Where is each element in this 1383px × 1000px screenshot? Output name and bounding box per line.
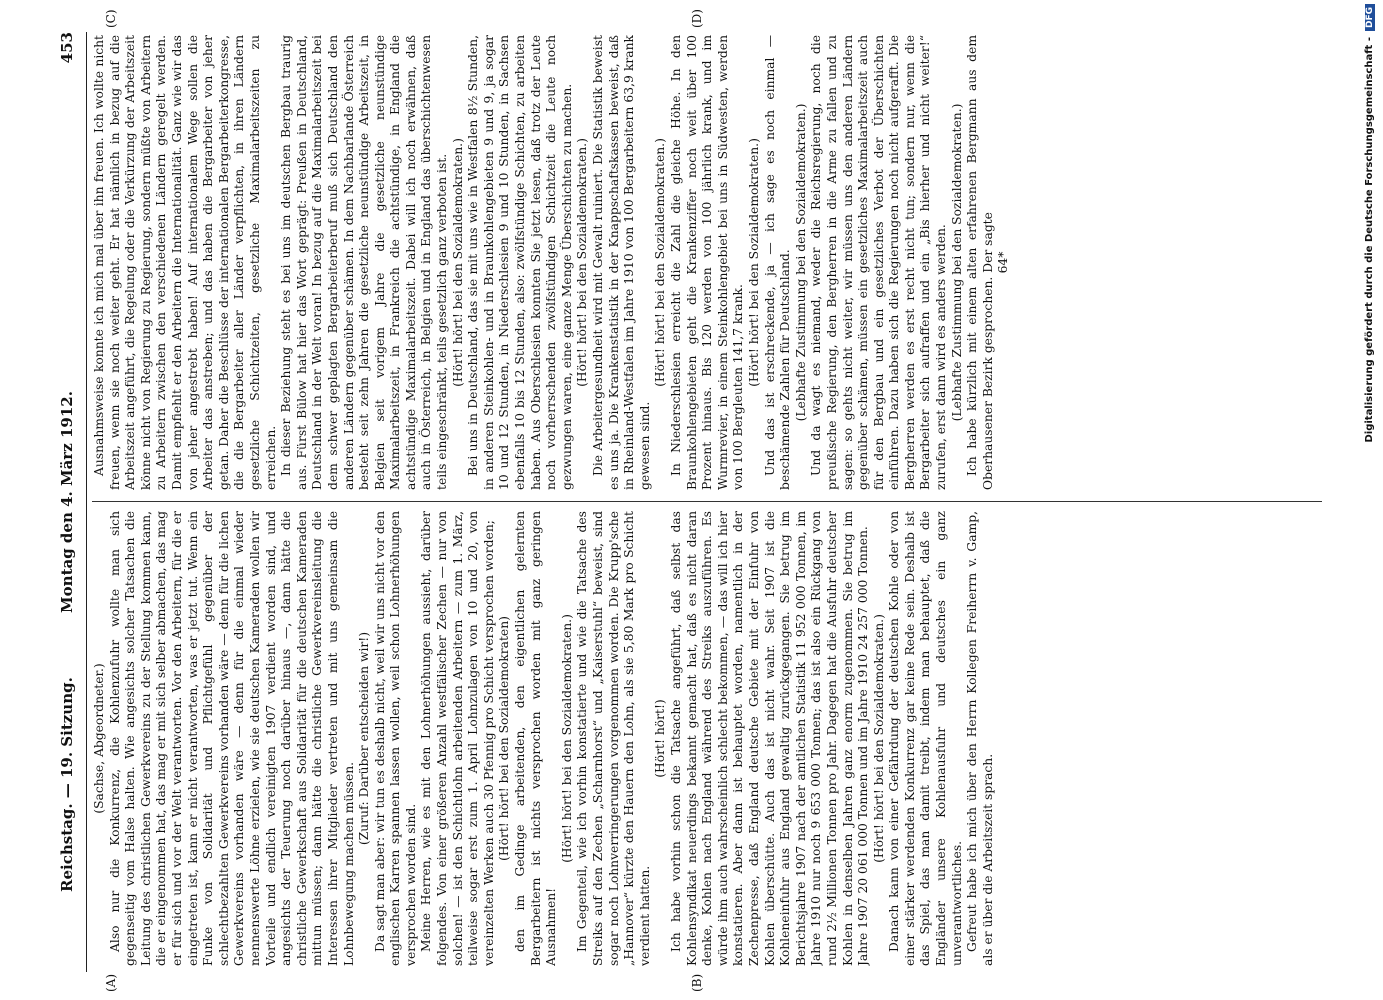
column-separator [92, 501, 1322, 502]
margin-marker-d: (D) [690, 9, 704, 28]
interjection: (Zuruf: Darüber entscheiden wir!) [357, 631, 372, 846]
interjection: (Hört! hört! bei den Sozialdemokraten.) [559, 614, 574, 863]
paragraph: Und da wagt es niemand, weder die Reichsregierung, noch die preußische Regierung, den Bergherren in die Arme zu fallen und zu sagen: so gehts nicht weiter, wir müssen uns den anderen Ländern gegenüber schämen, müssen ein gesetzliches Maximalarbeitszeit auch für den Bergbau und ein gesetzliches Verbot der Überschichten einführen. Dazu haben sich die Regierungen noch nicht aufgerafft. Die Bergherren werden es erst recht nicht tun; sondern nur, wenn die Bergarbeiter sich aufraffen und ein „Bis hierher und nicht weiter!“ zurufen, erst dann wird es anders werden. [809, 35, 949, 490]
digitization-sidebar [1362, 0, 1383, 1000]
paragraph: Ausnahmsweise konnte ich mich mal über ihn freuen. Ich wollte nicht freuen, wenn sie noch weiter geht. Er hat nämlich in bezug auf die Arbeitszeit angeführt, die Regelung oder die Verkürzung der Arbeitszeit könne nicht von Regierung zu Regierung, sondern müßte von Arbeitern zu Arbeitern zwischen den verschiedenen Ländern geregelt werden. Damit empfiehlt er den Arbeitern die Internationalität. Ganz wie wir das von jeher angestrebt haben! Auf internationalem Wege sollen die Arbeiter das anstreben; und das haben die Bergarbeiter von jeher getan. Daher die Beschlüsse der internationalen Bergarbeiterkongresse, die die Bergarbeiter aller Länder verpflichten, in ihren Ländern gesetzliche Schichtzeiten, gesetzliche Maximalarbeitszeiten zu erreichen. [92, 35, 278, 490]
interjection: (Hört! hört! bei den Sozialdemokraten.) [450, 138, 465, 387]
interjection: (Hört! hört! bei den Sozialdemokraten.) [575, 138, 590, 387]
page-header [58, 32, 84, 972]
dfg-logo: DFG [1365, 4, 1375, 31]
interjection: (Hört! hört! bei den Sozialdemokraten) [497, 616, 512, 861]
interjection: (Hört! hört!) [653, 699, 668, 778]
paragraph: In dieser Beziehung steht es bei uns im deutschen Bergbau traurig aus. Fürst Bülow hat hier das Wort geprägt: Preußen in Deutschland, Deutschland in der Welt voran! In bezug auf die Maximalarbeitszeit bei dem schwer geplagten Bergarbeiterberuf muß sich Deutschland den anderen Ländern gegenüber schämen. In dem Nachbarlande Österreich besteht seit zehn Jahren die gesetzliche neunstündige Arbeitszeit, in Belgien seit vorigem Jahre die gesetzliche neunstündige Maximalarbeitszeit, in Frankreich die achtstündige, in England die achtstündige Maximalarbeitszeit. Dabei will ich noch erwähnen, daß auch in Österreich, in Belgien und in England das überschichtenwesen teils eingeschränkt, teils gesetzlich ganz verboten ist. [279, 35, 450, 490]
paragraph: Die Arbeitergesundheit wird mit Gewalt ruiniert. Die Statistik beweist es uns ja. Die Krankenstatistik in der Knappschaftskassen beweist, daß in Rheinland-Westfalen im Jahre 1910 von 100 Bergarbeitern 63,9 krank gewesen sind. [591, 35, 652, 490]
header-date: Montag den 4. März 1912. [58, 391, 76, 613]
margin-marker-a: (A) [104, 973, 118, 992]
paragraph: Ich habe kürzlich mit einem alten erfahrenen Bergmann aus dem Oberhausener Bezirk gesprochen. Der sagte [965, 35, 995, 490]
digitization-text: Digitalisierung gefördert durch die Deutsche Forschungsgemeinschaft - [1364, 37, 1375, 443]
paragraph: Im Gegenteil, wie ich vorhin konstatierte und wie die Tatsache des Streiks auf den Zechen „Scharnhorst“ und „Kaiserstuhl“ beweist, sind sogar noch Lohnverringerungen vorgenommen worden. Die Krupp'sche „Hannover“ kürzte den Hauern den Lohn, als sie 5,80 Mark pro Schicht verdient hatten. [575, 511, 652, 966]
margin-marker-c: (C) [104, 9, 118, 28]
paragraph: Also nur die Konkurrenz, die Kohlenzufuhr wollte man sich gegenseitig vom Halse halten. Wie angesichts solcher Tatsachen die Leitung des christlichen Gewerkvereins zu der Stellung kommen kann, die er eingenommen hat, das mag er mit sich selber abmachen, das mag er für sich und vor der Welt verantworten. Vor den Arbeitern, für die er eingetreten ist, kann er nicht verantworten, was er jetzt tut. Wenn ein Funke von Solidarität und Pflichtgefühl gegenüber der schlechtbezahlten Gewerkvereins vorhanden wäre — denn für die lichen Gewerkvereins vorhanden wäre — denn für die einmal wieder nennenswerte Löhne erzielen, wie sie deutschen Kameraden wollen wir Vorteile und endlich vereinigten 1907 verdient worden sind, und angesichts der Teuerung noch darüber hinaus —, dann hätte die christliche Gewerkschaft aus Solidarität für die deutschen Kameraden mittun müssen; dann hätte die christliche Gewerkvereinsleitung die Interessen ihrer Mitglieder vertreten und mit uns gemeinsam die Lohnbewegung machen müssen. [107, 511, 356, 966]
paragraph: Und das ist erschreckende, ja — ich sage es noch einmal — beschämende Zahlen für Deutschland. [762, 35, 793, 490]
interjection: (Hört! hört! bei den Sozialdemokraten.) [746, 138, 761, 387]
paragraph: Meine Herren, wie es mit den Lohnerhöhungen aussieht, darüber folgendes. Von einer größeren Anzahl westfälischer Zechen — nur von solchen! — ist den Schichtlohn arbeitenden Arbeitern — zum 1. März, teilweise sogar erst zum 1. April Lohnzulagen von 10 und 20, von vereinzelten Werken auch 30 Pfennig pro Schicht versprochen worden; [419, 511, 496, 966]
paragraph: Ich habe vorhin schon die Tatsache angeführt, daß selbst das Kohlensyndikat neuerdings bekannt gemacht hat, daß es nicht daran denke, Kohlen nach England während des Streiks auszuführen. Es würde ihm auch wahrscheinlich schlecht bekommen, — das will ich hier konstatieren. Aber dann ist behauptet worden, namentlich in der Zechenpresse, daß England deutsche Gebiete mit der Einfuhr von Kohlen überschütte. Auch das ist nicht wahr. Seit 1907 ist die Kohleneinfuhr aus England gewaltig zurückgegangen. Sie betrug im Berichtsjahre 1907 nach der amtlichen Statistik 11 952 000 Tonnen, im Jahre 1910 nur noch 9 653 000 Tonnen; das ist also ein Rückgang von rund 2½ Millionen Tonnen pro Jahr. Dagegen hat die Ausfuhr deutscher Kohlen in denselben Jahren ganz enorm zugenommen. Sie betrug im Jahre 1907 20 061 000 Tonnen und im Jahre 1910 24 257 000 Tonnen. [668, 511, 871, 966]
margin-marker-b: (B) [690, 973, 704, 992]
paragraph: Gefreut habe ich mich über den Herrn Kollegen Freiherrn v. Gamp, als er über die Arbeitszeit sprach. [965, 511, 995, 966]
interjection: (Hört! hört! bei den Sozialdemokraten.) [871, 614, 886, 863]
digitization-note [1364, 0, 1383, 1000]
paragraph: Bei uns in Deutschland, das sie mit uns wie in Westfalen 8½ Stunden, in anderen Steinkohlen- und in Braunkohlengebieten 9 und 9, ja sogar 10 und 12 Stunden, in Niederschlesien 9 und 10 Stunden, in Sachsen ebenfalls 10 bis 12 Stunden, also: zwölfstündige Schichten, zu arbeiten haben. Aus Oberschlesien konnten Sie jetzt lesen, daß trotz der Leute noch vorherrschenden zwölfstündigen Schichtzeit die Leute noch gezwungen waren, eine ganze Menge Überschichten zu machen. [466, 35, 574, 490]
page-number: 453 [58, 32, 76, 64]
paragraph: Danach kann von einer Gefährdung der deutschen Kohle oder von einer stärker werdenden Konkurrenz gar keine Rede sein. Deshalb ist das Spiel, das man damit treibt, indem man behauptet, daß die Engländer unsere Kohlenausfuhr und deutsches ein ganz unverantwortliches. [887, 511, 964, 966]
right-column [92, 35, 1322, 490]
page-signature: 64* [996, 251, 1011, 274]
paragraph: Da sagt man aber: wir tun es deshalb nicht, weil wir uns nicht vor den englischen Karren spannen lassen wollen, weil schon Lohnerhöhungen versprochen worden sind. [372, 511, 418, 966]
interjection: (Hört! hört! bei den Sozialdemokraten.) [653, 138, 668, 387]
interjection: (Lebhafte Zustimmung bei den Sozialdemokraten.) [949, 103, 964, 422]
left-column [92, 511, 1322, 966]
header-rule [86, 32, 87, 972]
speaker-line: (Sachse, Abgeordneter.) [92, 663, 106, 814]
paragraph: In Niederschlesien erreicht die Zahl die gleiche Höhe. In den Braunkohlengebieten geht die Krankenziffer noch weit über 100 Prozent hinaus. Bis 120 werden von 100 jährlich krank, und im Wurmrevier, in einem Steinkohlengebiet bei uns in Südwesten, werden von 100 Bergleuten 141,7 krank. [668, 35, 746, 490]
interjection: (Lebhafte Zustimmung bei den Sozialdemokraten.) [793, 103, 808, 422]
header-session: Reichstag. — 19. Sitzung. [58, 677, 76, 892]
paragraph: den im Gedinge arbeitenden, den eigentlichen gelernten Bergarbeitern ist nichts versprochen worden mit ganz geringen Ausnahmen! [513, 511, 559, 966]
